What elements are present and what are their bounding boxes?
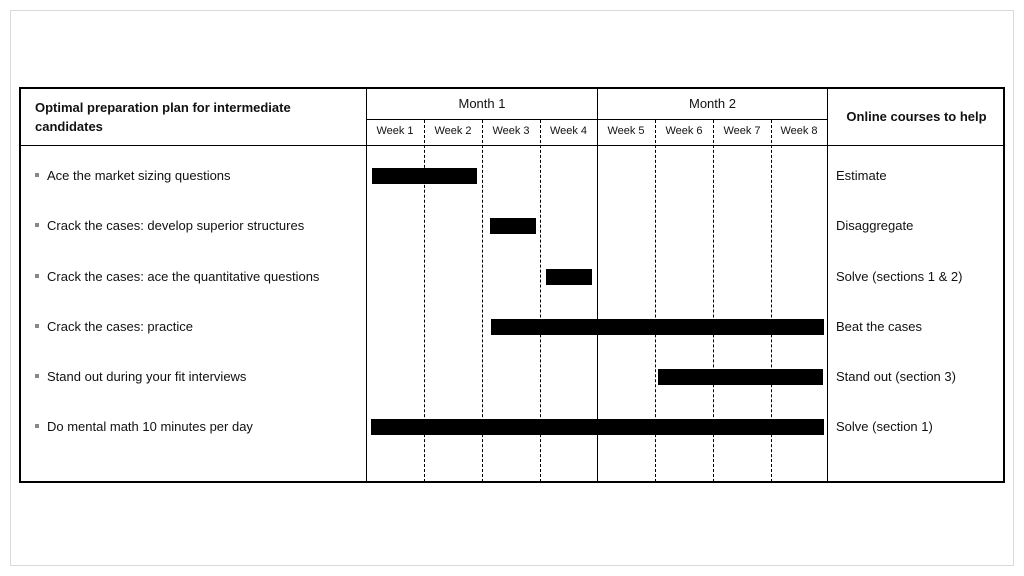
task-label-2 bbox=[35, 218, 304, 233]
task-label-4 bbox=[35, 319, 193, 334]
course-label-1: Estimate bbox=[836, 168, 887, 183]
week-label-5: Week 5 bbox=[607, 125, 645, 137]
course-label-3: Solve (sections 1 & 2) bbox=[836, 269, 963, 284]
task-text: Crack the cases: develop superior structures bbox=[47, 218, 305, 233]
task-text: Crack the cases: ace the quantitative questions bbox=[47, 269, 320, 284]
month-week-divider bbox=[366, 119, 828, 120]
gantt-bar-2 bbox=[490, 218, 536, 234]
bullet-icon bbox=[35, 324, 39, 328]
week-label-4: Week 4 bbox=[549, 125, 588, 137]
task-text: Do mental math 10 minutes per day bbox=[47, 419, 253, 434]
gantt-bar-4 bbox=[491, 319, 824, 335]
plan-title: Optimal preparation plan for intermediate candidates bbox=[35, 100, 291, 134]
month-label-1: Month 1 bbox=[458, 96, 506, 111]
course-label-6: Solve (section 1) bbox=[836, 419, 933, 434]
week-label-6: Week 6 bbox=[665, 125, 703, 137]
week-label-7: Week 7 bbox=[723, 125, 761, 137]
bullet-icon bbox=[35, 274, 39, 278]
month-label-2: Month 2 bbox=[689, 96, 736, 111]
gantt-bar-5 bbox=[658, 369, 823, 385]
column-divider-tasks bbox=[366, 88, 367, 482]
week-label-1: Week 1 bbox=[376, 125, 414, 137]
task-label-5 bbox=[35, 369, 246, 384]
gantt-bar-3 bbox=[546, 269, 592, 285]
task-label-3 bbox=[35, 269, 319, 284]
week-label-2: Week 2 bbox=[434, 125, 472, 137]
gantt-bar-1 bbox=[372, 168, 477, 184]
courses-title: Online courses to help bbox=[846, 109, 987, 124]
bullet-icon bbox=[35, 424, 39, 428]
bullet-icon bbox=[35, 374, 39, 378]
task-text: Stand out during your fit interviews bbox=[47, 369, 247, 384]
task-label-1 bbox=[35, 168, 231, 183]
bullet-icon bbox=[35, 173, 39, 177]
task-text: Crack the cases: practice bbox=[47, 319, 193, 334]
week-label-8: Week 8 bbox=[780, 125, 818, 137]
header-divider bbox=[20, 145, 1004, 146]
course-label-4: Beat the cases bbox=[836, 319, 922, 334]
course-label-5: Stand out (section 3) bbox=[836, 369, 956, 384]
course-label-2: Disaggregate bbox=[836, 218, 914, 233]
column-divider-courses bbox=[827, 88, 828, 482]
task-text: Ace the market sizing questions bbox=[47, 168, 231, 183]
week-label-3: Week 3 bbox=[492, 125, 530, 137]
bullet-icon bbox=[35, 223, 39, 227]
task-label-6 bbox=[35, 419, 253, 434]
gantt-bar-6 bbox=[371, 419, 825, 435]
